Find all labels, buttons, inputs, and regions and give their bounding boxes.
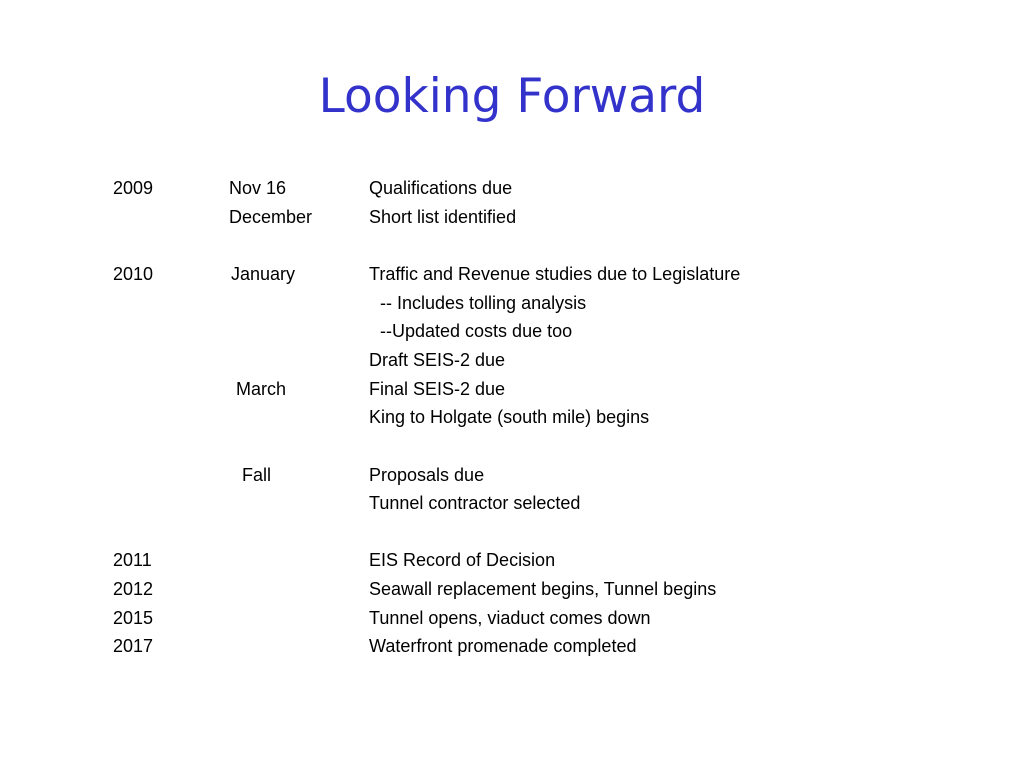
timeline-row: [0, 174, 1024, 203]
timeline-row: [0, 461, 1024, 490]
milestone-text: Tunnel opens, viaduct comes down: [369, 608, 651, 628]
milestone-text: Proposals due: [369, 465, 485, 485]
timeline-row: [0, 489, 1024, 518]
year-label: 2015: [113, 608, 154, 628]
year-label: 2011: [113, 550, 152, 570]
year-label: 2009: [113, 178, 154, 198]
timeline-row: [0, 203, 1024, 232]
milestone-text: Seawall replacement begins, Tunnel begins: [369, 579, 717, 599]
milestone-text: Waterfront promenade completed: [369, 636, 637, 656]
timeline-row: [0, 604, 1024, 633]
timeline-row: [0, 260, 1024, 289]
timeline-row: [0, 346, 1024, 375]
timeline-row: [0, 632, 1024, 661]
milestone-subitem: -- Includes tolling analysis: [380, 293, 587, 313]
milestone-text: Traffic and Revenue studies due to Legislature: [369, 264, 741, 284]
date-label: December: [229, 207, 313, 227]
milestone-text: EIS Record of Decision: [369, 550, 556, 570]
timeline-row: [0, 403, 1024, 432]
year-label: 2012: [113, 579, 154, 599]
timeline-row: [0, 375, 1024, 404]
milestone-text: Draft SEIS-2 due: [369, 350, 506, 370]
milestone-text: Short list identified: [369, 207, 517, 227]
year-label: 2010: [113, 264, 154, 284]
date-label: Nov 16: [229, 178, 287, 198]
timeline-row: [0, 289, 1024, 318]
timeline-row: [0, 317, 1024, 346]
milestone-text: King to Holgate (south mile) begins: [369, 407, 650, 427]
timeline-row: [0, 575, 1024, 604]
milestone-subitem: --Updated costs due too: [380, 321, 573, 341]
milestone-text: Qualifications due: [369, 178, 513, 198]
date-label: March: [236, 379, 287, 399]
date-label: January: [231, 264, 296, 284]
milestone-text: Tunnel contractor selected: [369, 493, 581, 513]
timeline-row: [0, 546, 1024, 575]
milestone-text: Final SEIS-2 due: [369, 379, 506, 399]
year-label: 2017: [113, 636, 154, 656]
slide-title: Looking Forward: [318, 69, 706, 124]
date-label: Fall: [242, 465, 272, 485]
